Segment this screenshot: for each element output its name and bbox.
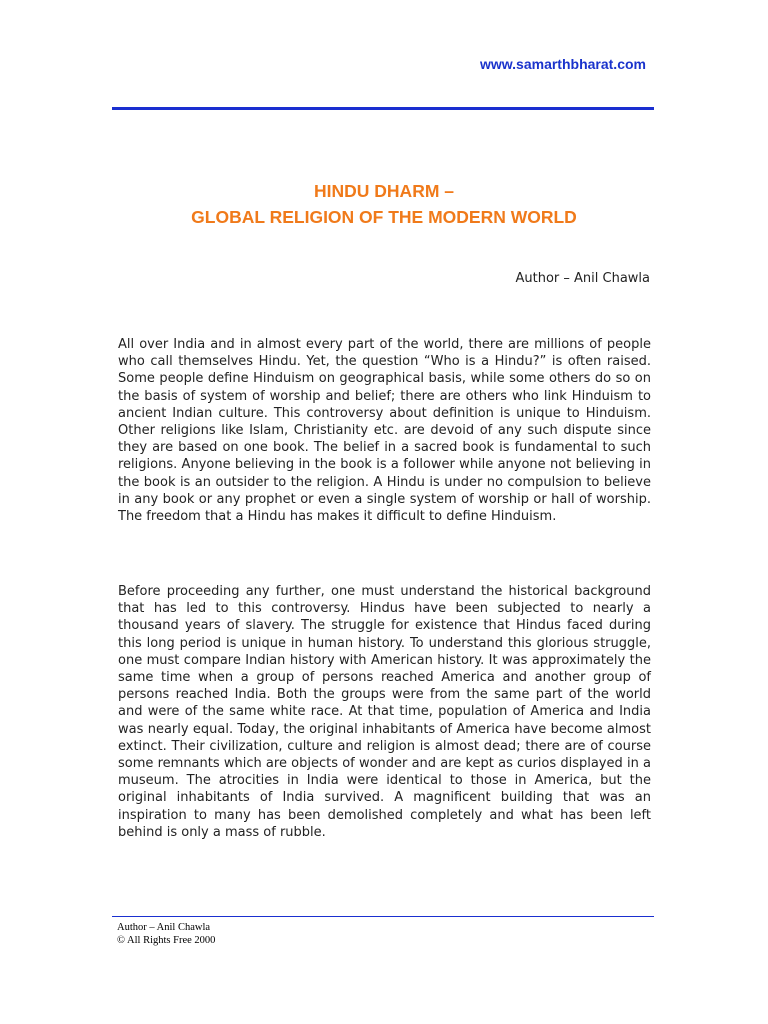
footer-author: Author – Anil Chawla (117, 922, 211, 933)
title-line-1: HINDU DHARM – (314, 181, 454, 201)
body-paragraph-1: All over India and in almost every part of the world, there are millions of people who call themselves Hindu. Yet, the question “Who is a Hindu?” is often raised. Some people define Hinduism on geographical basis, while some others do so on the basis of system of worship and belief; there are others who link Hinduism to ancient Indian culture. This controversy about definition is unique to Hinduism. Other religions like Islam, Christianity etc. are devoid of any such dispute since they are based on one book. The belief in a sacred book is fundamental to such religions. Anyone believing in the book is a follower while anyone not believing in the book is an outsider to the religion. A Hindu is under no compulsion to believe in any book or any prophet or even a single system of worship or hall of worship. The freedom that a Hindu has makes it difficult to define Hinduism. (118, 337, 651, 525)
author-byline: Author – Anil Chawla (515, 271, 650, 286)
website-link[interactable]: www.samarthbharat.com (480, 56, 646, 72)
footer-divider (112, 916, 654, 917)
title-line-2: GLOBAL RELIGION OF THE MODERN WORLD (191, 207, 577, 227)
header-divider (112, 107, 654, 110)
document-title (0, 178, 768, 230)
page-footer (117, 921, 215, 947)
footer-rights: © All Rights Free 2000 (117, 935, 216, 946)
body-paragraph-2: Before proceeding any further, one must understand the historical background that has led to this controversy. Hindus have been subjected to nearly a thousand years of slavery. The struggle for existence that Hindus faced during this long period is unique in human history. To understand this glorious struggle, one must compare Indian history with American history. It was approximately the same time when a group of persons reached America and another group of persons reached India. Both the groups were from the same part of the world and were of the same white race. At that time, population of America and India was nearly equal. Today, the original inhabitants of America have become almost extinct. Their civilization, culture and religion is almost dead; there are of course some remnants which are objects of wonder and are kept as curios displayed in a museum. The atrocities in India were identical to those in America, but the original inhabitants of India survived. A magnificent building that was an inspiration to many has been demolished completely and what has been left behind is only a mass of rubble. (118, 584, 651, 840)
